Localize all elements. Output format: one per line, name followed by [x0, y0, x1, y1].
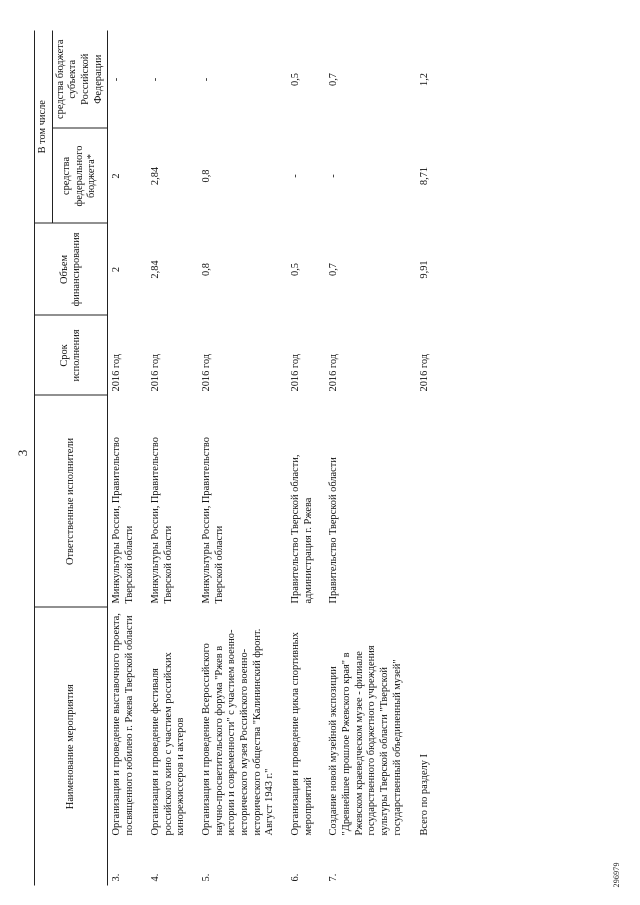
row-executors: Правительство Тверской области [328, 456, 340, 603]
header-including: В том числе [35, 30, 53, 223]
table-row [287, 30, 325, 885]
row-name: Организация и проведение Всероссийского научно-просветительского форума "Ржев в истории и современности" с участием военно-исторического музея Российского военно-исторического общества "Калининский фронт. Август 1943 г." [200, 628, 276, 835]
row-name: Организация и проведение цикла спортивных мероприятий [290, 631, 314, 835]
row-regional: - [149, 77, 161, 81]
row-regional: 0,5 [290, 72, 301, 86]
table-header-row [35, 30, 53, 885]
page-number: 3 [15, 449, 30, 456]
row-name: Организация и проведение фестиваля российского кино с участием российских кинорежиссеров и актеров [149, 651, 187, 835]
row-volume: 2,84 [149, 259, 161, 279]
row-federal: 0,8 [200, 168, 212, 182]
header-name: Наименование мероприятия [35, 607, 108, 885]
row-number: 3. [111, 873, 123, 881]
row-executors: Правительство Тверской области, администрация г. Ржева [290, 454, 314, 603]
header-deadline: Срок исполнения [35, 315, 108, 395]
total-deadline: 2016 год [418, 353, 430, 391]
row-volume: 0,7 [328, 262, 340, 276]
row-executors: Минкультуры России, Правительство Тверской области [149, 436, 174, 603]
row-regional: - [111, 77, 123, 81]
row-federal: 2,84 [149, 166, 161, 185]
total-label: Всего по разделу I [418, 753, 430, 835]
table-row [325, 30, 414, 885]
row-deadline: 2016 год [290, 353, 301, 391]
row-number: 6. [290, 873, 301, 881]
total-federal: 8,71 [418, 166, 430, 185]
row-deadline: 2016 год [111, 353, 123, 391]
total-regional: 1,2 [418, 72, 430, 86]
table-row [108, 30, 147, 885]
row-executors: Минкультуры России, Правительство Тверской области [200, 436, 225, 603]
measures-table [34, 30, 433, 885]
header-regional: средства бюджета субъекта Российской Федерации [52, 30, 108, 128]
row-number: 5. [200, 873, 212, 881]
row-executors: Минкультуры России, Правительство Тверской области [111, 436, 136, 603]
table-row [147, 30, 198, 885]
row-federal: - [328, 173, 340, 178]
document-code: 296979 [612, 861, 621, 887]
row-number: 4. [149, 873, 161, 881]
row-regional: - [200, 77, 212, 81]
header-funding: Объем финансирования [35, 223, 108, 315]
row-federal: 2 [111, 172, 123, 179]
row-deadline: 2016 год [200, 353, 212, 391]
total-volume: 9,91 [418, 259, 430, 279]
row-name: Организация и проведение выставочного проекта, посвященного юбилею г. Ржева Тверской области [111, 612, 136, 835]
row-deadline: 2016 год [149, 353, 161, 391]
row-name: Создание новой музейной экспозиции "Древнейшее прошлое Ржевского края" в Ржевском краеведческом музее - филиале государственного бюджетного учреждения культуры Тверской области "Тверской государственный объединенный музей" [328, 644, 403, 835]
header-executors: Ответственные исполнители [35, 395, 108, 607]
row-federal: - [290, 173, 301, 178]
row-volume: 0,5 [290, 262, 301, 276]
row-volume: 2 [111, 266, 123, 272]
header-federal: средства федерального бюджета* [52, 128, 108, 223]
row-volume: 0,8 [200, 262, 212, 276]
total-row [415, 30, 434, 885]
row-number: 7. [328, 873, 340, 881]
row-regional: 0,7 [328, 72, 340, 86]
row-deadline: 2016 год [328, 353, 340, 391]
table-row [198, 30, 287, 885]
